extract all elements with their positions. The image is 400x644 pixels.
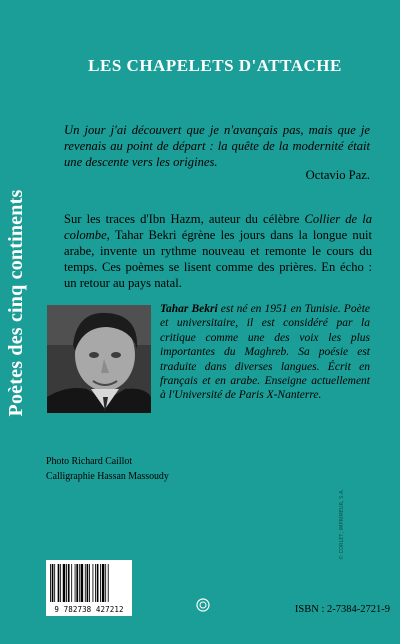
barcode-bar [71, 564, 72, 602]
epigraph-quote: Un jour j'ai découvert que je n'avançais pas, mais que je revenais au point de départ : la quête de la modernité était une descente vers les origines. [64, 123, 370, 169]
barcode-digits: 9 782738 427212 [54, 605, 124, 614]
barcode-bar [97, 564, 99, 602]
printer-mark: © CORLET, IMPRIMEUR, S.A. [339, 489, 345, 560]
barcode-bar [60, 564, 61, 602]
barcode-bar [63, 564, 66, 602]
author-name: Tahar Bekri [160, 303, 218, 315]
publisher-logo-icon [196, 598, 210, 612]
barcode-bar [75, 564, 76, 602]
credits [46, 454, 266, 484]
photo-credit: Photo Richard Caillot [46, 456, 133, 467]
barcode-bar [50, 564, 51, 602]
referenced-book-title: Collier de la colombe [64, 212, 372, 242]
barcode-bar [108, 564, 109, 602]
calligraphy-credit: Calligraphie Hassan Massoudy [46, 471, 169, 482]
barcode-bar [81, 564, 84, 602]
barcode-bar [102, 564, 105, 602]
barcode-bar [66, 564, 67, 602]
barcode-bar [89, 564, 90, 602]
isbn: ISBN : 2-7384-2721-9 [294, 604, 390, 615]
author-bio-text: est né en 1951 en Tunisie. Poète et universitaire, il est considéré par la critique comme une des voix les plus importantes du Maghreb. Sa poésie est traduite dans diverses langues. Écrit en français et en arabe. Enseigne actuellement à l'Université de Paris X-Nanterre. [160, 303, 370, 402]
barcode-bar [87, 564, 89, 602]
barcode-bar [68, 564, 70, 602]
barcode-bar [85, 564, 86, 602]
barcode-bar [58, 564, 60, 602]
author-biography [160, 302, 370, 403]
barcode-bar [105, 564, 106, 602]
barcode-bar [79, 564, 80, 602]
barcode-bar [100, 564, 101, 602]
barcode-bar [76, 564, 78, 602]
description-part-1: Sur les traces d'Ibn Hazm, auteur du célèbre [64, 212, 305, 226]
book-title: LES CHAPELETS D'ATTACHE [88, 56, 342, 75]
barcode-bar [54, 564, 55, 602]
author-portrait-image [47, 305, 151, 413]
series-name: Poètes des cinq continents [5, 189, 27, 417]
barcode-bar [95, 564, 96, 602]
barcode [46, 560, 132, 616]
epigraph-author: Octavio Paz. [305, 168, 370, 182]
author-photo [47, 305, 151, 413]
book-description [64, 211, 372, 291]
barcode-bar [52, 564, 54, 602]
barcode-bars [46, 560, 132, 604]
barcode-bar [93, 564, 94, 602]
description-part-2: , Tahar Bekri égrène les jours dans la longue nuit arabe, invente un rythme nouveau et remonte le cours du temps. Ces poèmes se lisent comme des prières. En écho : un retour au pays natal. [64, 228, 372, 290]
